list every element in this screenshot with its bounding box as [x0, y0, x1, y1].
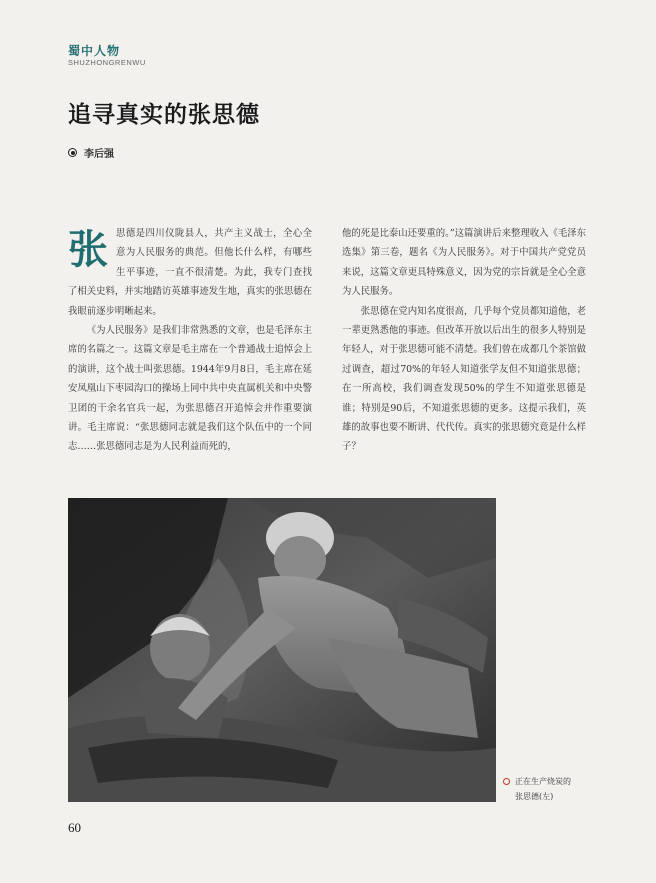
paragraph: 张思德在党内知名度很高，几乎每个党员都知道他，老一辈更熟悉他的事迹。但改革开放以后出生的很多人特别是年轻人，对于张思德可能不清楚。我们曾在成都几个茶馆做过调查，超过70%的年轻人知道张学友但不知道张思德；在一所高校，我们调查发现50%的学生不知道张思德是谁；特别是90后，不知道张思德的更多。这提示我们，英雄的故事也要不断讲、代代传。真实的张思德究竟是什么样子？ — [342, 305, 586, 453]
right-column — [342, 224, 586, 457]
section-title: 蜀中人物 — [68, 44, 121, 58]
section-pinyin: SHUZHONGRENWU — [68, 58, 146, 67]
article-title: 追寻真实的张思德 — [68, 102, 260, 128]
caption-bullet-icon — [503, 778, 510, 785]
left-column — [68, 224, 312, 457]
drop-cap: 张 — [68, 227, 108, 273]
page-number: 60 — [68, 820, 81, 835]
photo-caption — [503, 774, 623, 804]
paragraph — [68, 224, 312, 321]
paragraph-text: 思德是四川仪陇县人，共产主义战士，全心全意为人民服务的典范。但他长什么样，有哪些生平事迹，一直不很清楚。为此，我专门查找了相关史料，并实地踏访英雄事迹发生地，真实的张思德在我眼前逐步明晰起来。 — [68, 228, 312, 317]
caption-text: 正在生产烧炭的 — [515, 777, 571, 786]
photo-illustration — [68, 498, 496, 802]
author-name: 李后强 — [84, 149, 114, 160]
caption-line — [503, 774, 623, 789]
byline — [68, 145, 114, 160]
paragraph: 《为人民服务》是我们非常熟悉的文章，也是毛泽东主席的名篇之一。这篇文章是毛主席在一个普通战士追悼会上的演讲，这个战士叫张思德。1944年9月8日，毛主席在延安凤凰山下枣园沟口的操场上同中共中央直属机关和中央警卫团的干余名官兵一起，为张思德召开追悼会并作重要演讲。毛主席说：“张思德同志就是我们这个队伍中的一个同志……张思德同志是为人民利益而死的， — [68, 325, 312, 453]
bullet-icon — [68, 148, 77, 157]
historical-photo — [68, 498, 496, 802]
paragraph: 他的死是比泰山还要重的。”这篇演讲后来整理收入《毛泽东选集》第三卷，题名《为人民服务》。对于中国共产党党员来说，这篇文章更具特殊意义，因为党的宗旨就是全心全意为人民服务。 — [342, 228, 586, 298]
caption-line: 张思德(左) — [515, 792, 554, 801]
